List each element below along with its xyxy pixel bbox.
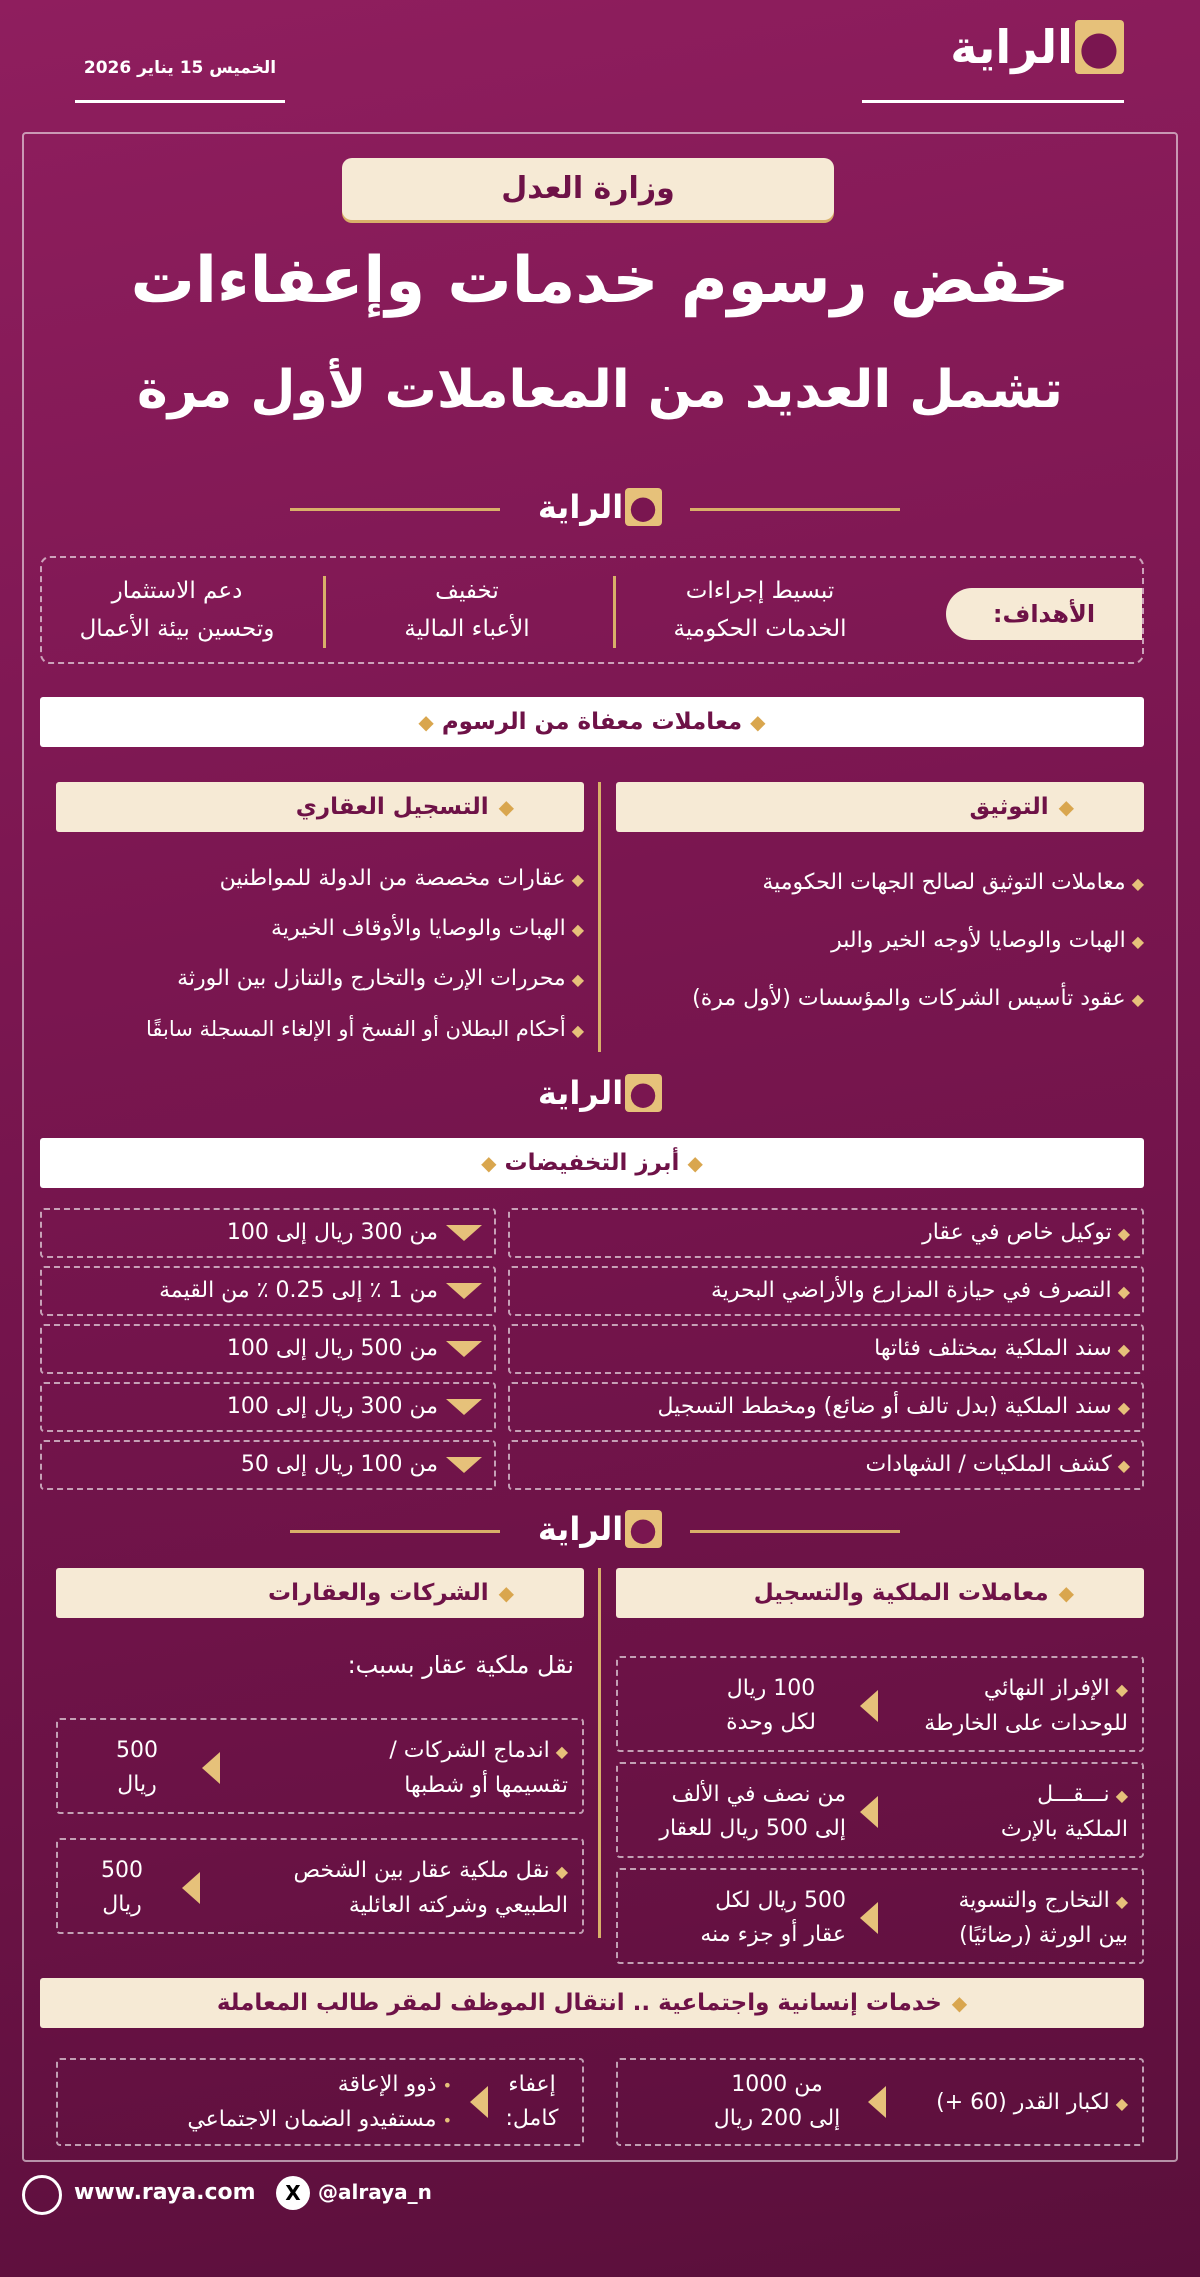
ownership-row: ◆التخارج والتسوية بين الورثة (رضائيًا) 500 ريال لكل عقار أو جزء منه bbox=[616, 1868, 1144, 1964]
ownership-row: ◆الإفراز النهائي للوحدات على الخارطة 100 ريال لكل وحدة bbox=[616, 1656, 1144, 1752]
goal-divider bbox=[323, 576, 326, 648]
discount-item: ◆سند الملكية بمختلف فئاتها bbox=[508, 1324, 1144, 1374]
realestate-item: ◆أحكام البطلان أو الفسخ أو الإلغاء المسجلة سابقًا bbox=[145, 1017, 584, 1041]
ownership-row: ◆نـــقـــل الملكية بالإرث من نصف في الألف إلى 500 ريال للعقار bbox=[616, 1762, 1144, 1858]
arrow-icon bbox=[860, 1690, 878, 1722]
logo-underline bbox=[862, 100, 1124, 103]
down-arrow-icon bbox=[446, 1225, 482, 1241]
column-divider bbox=[598, 782, 601, 1052]
arrow-icon bbox=[868, 2086, 886, 2118]
ownership-header: ◆معاملات الملكية والتسجيل bbox=[616, 1568, 1144, 1618]
discount-item: ◆التصرف في حيازة المزارع والأراضي البحرية bbox=[508, 1266, 1144, 1316]
discount-item: ◆كشف الملكيات / الشهادات bbox=[508, 1440, 1144, 1490]
column-divider bbox=[598, 1568, 601, 1938]
notary-item: ◆الهبات والوصايا لأوجه الخير والبر bbox=[831, 928, 1144, 953]
down-arrow-icon bbox=[446, 1283, 482, 1299]
discount-value: من 300 ريال إلى 100 bbox=[40, 1382, 496, 1432]
realestate-item: ◆الهبات والوصايا والأوقاف الخيرية bbox=[271, 916, 584, 941]
logo-separator: ●الراية bbox=[0, 486, 1200, 532]
discount-value: من 100 ريال إلى 50 bbox=[40, 1440, 496, 1490]
companies-row: ◆اندماج الشركات / تقسيمها أو شطبها 500 ريال bbox=[56, 1718, 584, 1814]
companies-header: ◆الشركات والعقارات bbox=[56, 1568, 584, 1618]
companies-intro: نقل ملكية عقار بسبب: bbox=[347, 1651, 574, 1679]
date-underline bbox=[75, 100, 285, 103]
logo-mark-icon: ● bbox=[1075, 20, 1124, 74]
elderly-row: ◆لكبار القدر (60 +) من 1000 إلى 200 ريال bbox=[616, 2058, 1144, 2146]
companies-row: ◆نقل ملكية عقار بين الشخص الطبيعي وشركته العائلية 500 ريال bbox=[56, 1838, 584, 1934]
goals-label: الأهداف: bbox=[946, 588, 1142, 640]
down-arrow-icon bbox=[446, 1341, 482, 1357]
goal-divider bbox=[613, 576, 616, 648]
exempt-section-title: ◆معاملات معفاة من الرسوم◆ bbox=[40, 697, 1144, 747]
website-link[interactable]: www.raya.com bbox=[74, 2180, 256, 2205]
discount-item: ◆سند الملكية (بدل تالف أو ضائع) ومخطط التسجيل bbox=[508, 1382, 1144, 1432]
globe-icon bbox=[22, 2175, 62, 2215]
notary-item: ◆معاملات التوثيق لصالح الجهات الحكومية bbox=[762, 870, 1144, 895]
main-title: خفض رسوم خدمات وإعفاءات bbox=[130, 244, 1070, 318]
goal-item: تخفيف الأعباء المالية bbox=[404, 578, 530, 642]
publish-date: الخميس 15 يناير 2026 bbox=[83, 58, 277, 78]
x-icon: X bbox=[276, 2176, 310, 2210]
social-handle[interactable]: @alraya_n bbox=[318, 2180, 432, 2204]
arrow-icon bbox=[860, 1902, 878, 1934]
discount-value: من 300 ريال إلى 100 bbox=[40, 1208, 496, 1258]
discount-value: من 1 ٪ إلى 0.25 ٪ من القيمة bbox=[40, 1266, 496, 1316]
ministry-label: وزارة العدل bbox=[342, 158, 834, 220]
exemption-row: إعفاء كامل: •ذوو الإعاقة •مستفيدو الضمان الاجتماعي bbox=[56, 2058, 584, 2146]
subtitle: تشمل العديد من المعاملات لأول مرة bbox=[137, 360, 1063, 420]
goal-item: تبسيط إجراءات الخدمات الحكومية bbox=[673, 578, 847, 642]
logo-separator: ●الراية bbox=[0, 1508, 1200, 1554]
goal-item: دعم الاستثمار وتحسين بيئة الأعمال bbox=[79, 578, 275, 642]
raya-logo bbox=[950, 20, 1124, 74]
notary-header: ◆التوثيق bbox=[616, 782, 1144, 832]
notary-item: ◆عقود تأسيس الشركات والمؤسسات (لأول مرة) bbox=[692, 986, 1144, 1011]
down-arrow-icon bbox=[446, 1399, 482, 1415]
arrow-icon bbox=[202, 1752, 220, 1784]
logo-separator: ●الراية bbox=[0, 1072, 1200, 1118]
logo-mark-icon: ● bbox=[625, 488, 662, 526]
discount-value: من 500 ريال إلى 100 bbox=[40, 1324, 496, 1374]
down-arrow-icon bbox=[446, 1457, 482, 1473]
logo-text: الراية bbox=[950, 20, 1073, 74]
discounts-section-title: ◆أبرز التخفيضات◆ bbox=[40, 1138, 1144, 1188]
realestate-item: ◆محررات الإرث والتخارج والتنازل بين الورثة bbox=[177, 966, 584, 991]
discounts-table bbox=[40, 1208, 1144, 1490]
arrow-icon bbox=[470, 2086, 488, 2118]
logo-mark-icon: ● bbox=[625, 1510, 662, 1548]
arrow-icon bbox=[860, 1796, 878, 1828]
humanitarian-header: ◆خدمات إنسانية واجتماعية .. انتقال الموظف لمقر طالب المعاملة bbox=[40, 1978, 1144, 2028]
realestate-item: ◆عقارات مخصصة من الدولة للمواطنين bbox=[219, 866, 584, 891]
arrow-icon bbox=[182, 1872, 200, 1904]
goals-panel bbox=[40, 556, 1144, 664]
realestate-header: ◆التسجيل العقاري bbox=[56, 782, 584, 832]
discount-item: ◆توكيل خاص في عقار bbox=[508, 1208, 1144, 1258]
logo-mark-icon: ● bbox=[625, 1074, 662, 1112]
